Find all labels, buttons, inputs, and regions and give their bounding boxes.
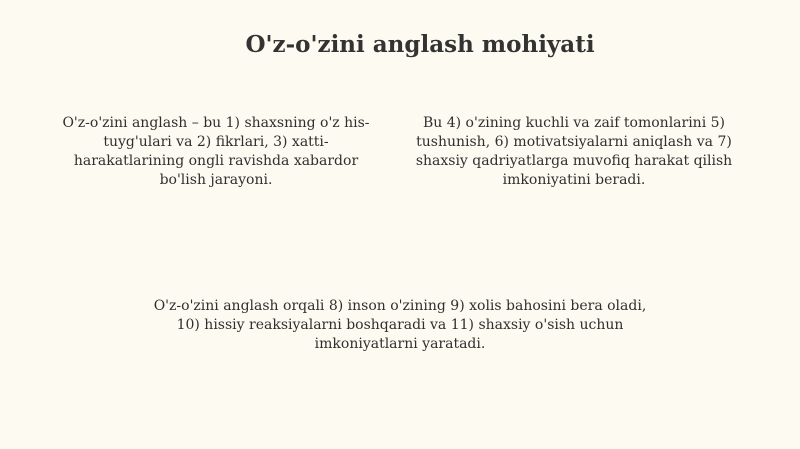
paragraph-right: Bu 4) o'zining kuchli va zaif tomonlarini 5) tushunish, 6) motivatsiyalarni aniqlash va 7) shaxsiy qadriyatlarga muvofiq harakat qilish imkoniyatini beradi. (415, 115, 733, 188)
slide-title: O'z-o'zini anglash mohiyati (245, 31, 595, 58)
paragraph-left: O'z-o'zini anglash – bu 1) shaxsning o'z his-tuyg'ulari va 2) fikrlari, 3) xatti-harakatlarining ongli ravishda xabardor bo'lish jarayoni. (62, 115, 370, 188)
paragraph-bottom: O'z-o'zini anglash orqali 8) inson o'zining 9) xolis bahosini bera oladi, 10) hissiy reaksiyalarni boshqaradi va 11) shaxsiy o'sish uchun imkoniyatlarni yaratadi. (153, 298, 647, 352)
